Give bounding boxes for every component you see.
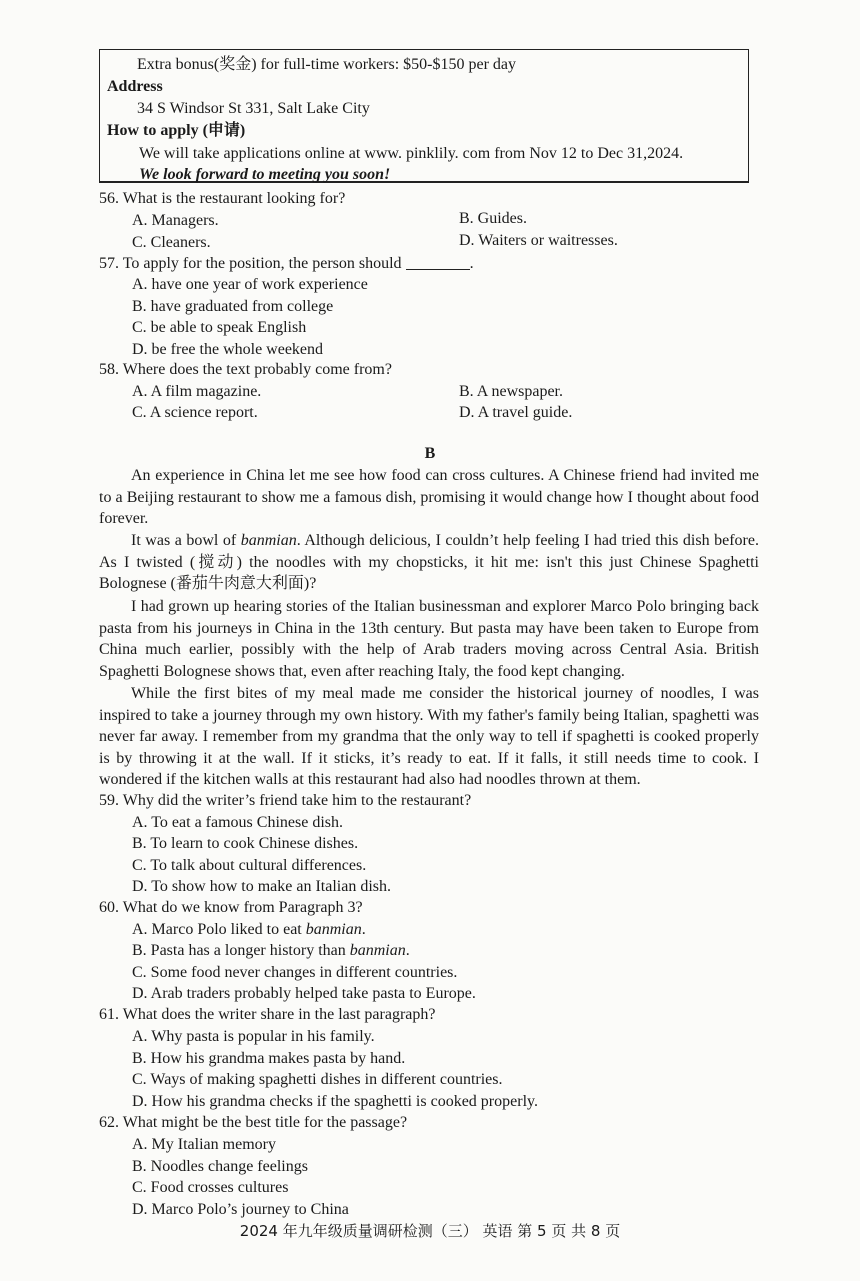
option-60b — [132, 940, 410, 961]
option-60b-text: B. Pasta has a longer history than — [132, 942, 350, 959]
option-59d: D. To show how to make an Italian dish. — [132, 878, 391, 895]
option-59a: A. To eat a famous Chinese dish. — [132, 814, 343, 831]
option-56a: A. Managers. — [132, 212, 219, 229]
option-62b: B. Noodles change feelings — [132, 1158, 308, 1175]
passage-paragraph-3: I had grown up hearing stories of the Italian businessman and explorer Marco Polo bringing back pasta from his journeys in China in the 13th century. But pasta may have been taken to Europe from China much earlier, possibly with the help of Arab traders moving across Central Asia. British Spaghetti Bolognese shows that, even after reaching Italy, the food kept changing. — [99, 598, 759, 680]
passage-paragraph-4: While the first bites of my meal made me consider the historical journey of noodles, I was inspired to take a journey through my own history. With my father's family being Italian, spaghetti was never far away. I remember from my grandma that the only way to tell if spaghetti is cooked properly is by throwing it at the wall. If it sticks, it’s ready to eat. If it falls, it still needs time to cook. I wondered if the kitchen walls at this restaurant had also had noodles thrown at them. — [99, 685, 759, 788]
option-60a — [132, 919, 366, 940]
option-61a: A. Why pasta is popular in his family. — [132, 1028, 375, 1045]
option-60a-end: . — [361, 921, 366, 938]
question-58: 58. Where does the text probably come from? — [99, 361, 392, 378]
question-59: 59. Why did the writer’s friend take him to the restaurant? — [99, 792, 472, 809]
address-label: Address — [107, 78, 163, 95]
option-62d: D. Marco Polo’s journey to China — [132, 1201, 349, 1218]
option-61b: B. How his grandma makes pasta by hand. — [132, 1050, 406, 1067]
option-61d: D. How his grandma checks if the spaghetti is cooked properly. — [132, 1093, 538, 1110]
question-56: 56. What is the restaurant looking for? — [99, 190, 346, 207]
option-57b: B. have graduated from college — [132, 298, 334, 315]
passage-paragraph-1: An experience in China let me see how food can cross cultures. A Chinese friend had invited me to a Beijing restaurant to show me a famous dish, promising it would change how I thought about food forever. — [99, 467, 759, 527]
option-57c: C. be able to speak English — [132, 319, 307, 336]
option-62a: A. My Italian memory — [132, 1136, 276, 1153]
address-text: 34 S Windsor St 331, Salt Lake City — [137, 100, 370, 117]
option-60b-end: . — [405, 942, 410, 959]
option-60b-term: banmian — [349, 942, 406, 959]
banmian-term: banmian — [240, 532, 297, 549]
option-59b: B. To learn to cook Chinese dishes. — [132, 835, 359, 852]
paragraph-2-rest: . Although delicious, I couldn’t help feeling I had tried this dish before. As I twisted (搅动) the noodles with my chopsticks, it hit me: isn't this just Chinese Spaghetti Bolognese (番茄牛肉意大利面)? — [99, 532, 759, 592]
option-56b: B. Guides. — [459, 210, 527, 227]
option-58c: C. A science report. — [132, 404, 258, 421]
option-56c: C. Cleaners. — [132, 234, 211, 251]
option-58b: B. A newspaper. — [459, 383, 563, 400]
option-60c: C. Some food never changes in different countries. — [132, 964, 458, 981]
option-58d: D. A travel guide. — [459, 404, 573, 421]
question-57-end: . — [469, 255, 474, 272]
option-57d: D. be free the whole weekend — [132, 341, 324, 358]
page-footer: 2024 年九年级质量调研检测（三） 英语 第 5 页 共 8 页 — [239, 1222, 621, 1240]
option-61c: C. Ways of making spaghetti dishes in different countries. — [132, 1071, 503, 1088]
option-58a: A. A film magazine. — [132, 383, 262, 400]
option-60d: D. Arab traders probably helped take pasta to Europe. — [132, 985, 476, 1002]
closing-line: We look forward to meeting you soon! — [139, 166, 391, 183]
option-56d: D. Waiters or waitresses. — [459, 232, 618, 249]
question-61: 61. What does the writer share in the last paragraph? — [99, 1006, 436, 1023]
apply-text: We will take applications online at www. pinklily. com from Nov 12 to Dec 31,2024. — [139, 145, 684, 162]
apply-label: How to apply (申请) — [107, 122, 246, 139]
option-60a-term: banmian — [305, 921, 362, 938]
question-57-stem: 57. To apply for the position, the person should — [99, 255, 402, 272]
section-heading-b: B — [424, 445, 436, 462]
question-60: 60. What do we know from Paragraph 3? — [99, 899, 363, 916]
question-62: 62. What might be the best title for the passage? — [99, 1114, 408, 1131]
option-60a-text: A. Marco Polo liked to eat — [132, 921, 306, 938]
passage-paragraph-2 — [99, 530, 759, 595]
question-57 — [99, 253, 474, 274]
paragraph-2-start: It was a bowl of — [131, 532, 241, 549]
answer-blank — [406, 269, 470, 270]
option-57a: A. have one year of work experience — [132, 276, 368, 293]
option-59c: C. To talk about cultural differences. — [132, 857, 367, 874]
option-62c: C. Food crosses cultures — [132, 1179, 289, 1196]
bonus-line: Extra bonus(奖金) for full-time workers: $50-$150 per day — [137, 56, 517, 73]
